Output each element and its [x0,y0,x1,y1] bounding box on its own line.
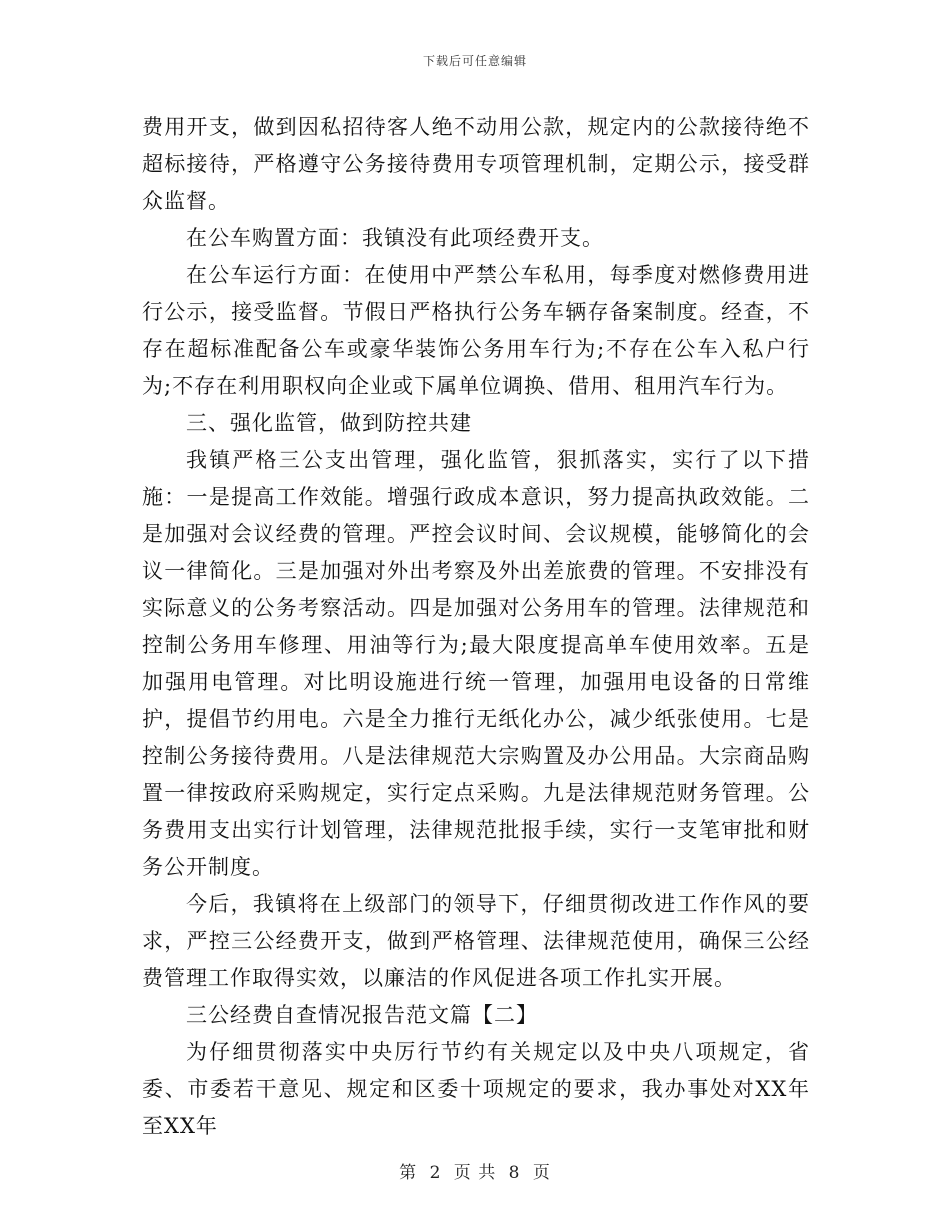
footer-prefix: 第 [399,1163,418,1183]
footer-suffix: 页 [532,1163,551,1183]
paragraph-2: 在公车购置方面：我镇没有此项经费开支。 [186,226,604,250]
paragraph-1: 费用开支，做到因私招待客人绝不动用公款，规定内的公款接待绝不超标接待，严格遵守公务接待费用专项管理机制，定期公示，接受群众监督。 [142,115,810,213]
section-heading: 三、强化监管，做到防控共建 [186,411,472,435]
page-footer [0,1158,950,1183]
total-page-count: 8 [508,1163,521,1183]
document-body [142,109,810,1145]
page-header: 下载后可任意编辑 [422,54,527,68]
paragraph-8: 为仔细贯彻落实中央厉行节约有关规定以及中央八项规定，省委、市委若干意见、规定和区委十项规定的要求，我办事处对XX年至XX年 [142,1040,810,1138]
article-title: 三公经费自查情况报告范文篇【二】 [186,1003,538,1027]
current-page-number: 2 [429,1163,442,1183]
paragraph-3: 在公车运行方面：在使用中严禁公车私用，每季度对燃修费用进行公示，接受监督。节假日严格执行公务车辆存备案制度。经查，不存在超标准配备公车或豪华装饰公务用车行为;不存在公车入私户行为;不存在利用职权向企业或下属单位调换、借用、租用汽车行为。 [142,263,810,398]
paragraph-5: 我镇严格三公支出管理，强化监管，狠抓落实，实行了以下措施：一是提高工作效能。增强行政成本意识，努力提高执政效能。二是加强对会议经费的管理。严控会议时间、会议规模，能够简化的会议一律简化。三是加强对外出考察及外出差旅费的管理。不安排没有实际意义的公务考察活动。四是加强对公务用车的管理。法律规范和控制公务用车修理、用油等行为;最大限度提高单车使用效率。五是加强用电管理。对比明设施进行统一管理，加强用电设备的日常维护，提倡节约用电。六是全力推行无纸化办公，减少纸张使用。七是控制公务接待费用。八是法律规范大宗购置及办公用品。大宗商品购置一律按政府采购规定，实行定点采购。九是法律规范财务管理。公务费用支出实行计划管理，法律规范批报手续，实行一支笔审批和财务公开制度。 [142,448,810,879]
paragraph-6: 今后，我镇将在上级部门的领导下，仔细贯彻改进工作作风的要求，严控三公经费开支，做到严格管理、法律规范使用，确保三公经费管理工作取得实效，以廉洁的作风促进各项工作扎实开展。 [142,892,810,990]
footer-middle: 页 共 [453,1163,497,1183]
